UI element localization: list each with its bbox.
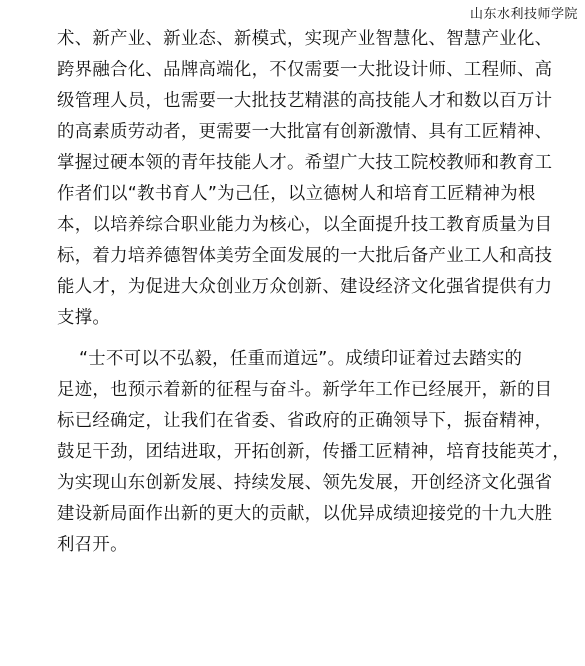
paragraph-2 <box>57 344 571 561</box>
text-line: 建设新局面作出新的更大的贡献，以优异成绩迎接党的十九大胜 <box>57 504 553 524</box>
text-line: 本，以培养综合职业能力为核心，以全面提升技工教育质量为目 <box>57 215 553 235</box>
text-line: 能人才，为促进大众创业万众创新、建设经济文化强省提供有力 <box>57 277 553 297</box>
paragraph-spacer <box>57 334 557 344</box>
text-line: 跨界融合化、品牌高端化，不仅需要一大批设计师、工程师、高 <box>57 60 553 80</box>
paragraph-1 <box>57 24 557 334</box>
text-line: 标，着力培养德智体美劳全面发展的一大批后备产业工人和高技 <box>57 246 553 266</box>
text-line: 支撑。 <box>57 308 111 328</box>
document-body <box>57 24 571 561</box>
text-line: 作者们以“教书育人”为己任，以立德树人和培育工匠精神为根 <box>57 184 536 204</box>
text-line: 为实现山东创新发展、持续发展、领先发展，开创经济文化强省 <box>57 473 553 493</box>
text-line: “士不可以不弘毅，任重而道远”。成绩印证着过去踏实的 <box>79 349 523 369</box>
header-institution-name: 山东水利技师学院 <box>469 7 578 22</box>
text-line: 鼓足干劲，团结进取，开拓创新，传播工匠精神，培育技能英才， <box>57 442 571 462</box>
text-line: 利召开。 <box>57 535 128 555</box>
text-line: 足迹，也预示着新的征程与奋斗。新学年工作已经展开，新的目 <box>57 380 553 400</box>
text-line: 标已经确定，让我们在省委、省政府的正确领导下，振奋精神， <box>57 411 553 431</box>
text-line: 掌握过硬本领的青年技能人才。希望广大技工院校教师和教育工 <box>57 153 553 173</box>
text-line: 级管理人员，也需要一大批技艺精湛的高技能人才和数以百万计 <box>57 91 553 111</box>
text-line: 术、新产业、新业态、新模式，实现产业智慧化、智慧产业化、 <box>57 29 553 49</box>
text-line: 的高素质劳动者，更需要一大批富有创新激情、具有工匠精神、 <box>57 122 553 142</box>
